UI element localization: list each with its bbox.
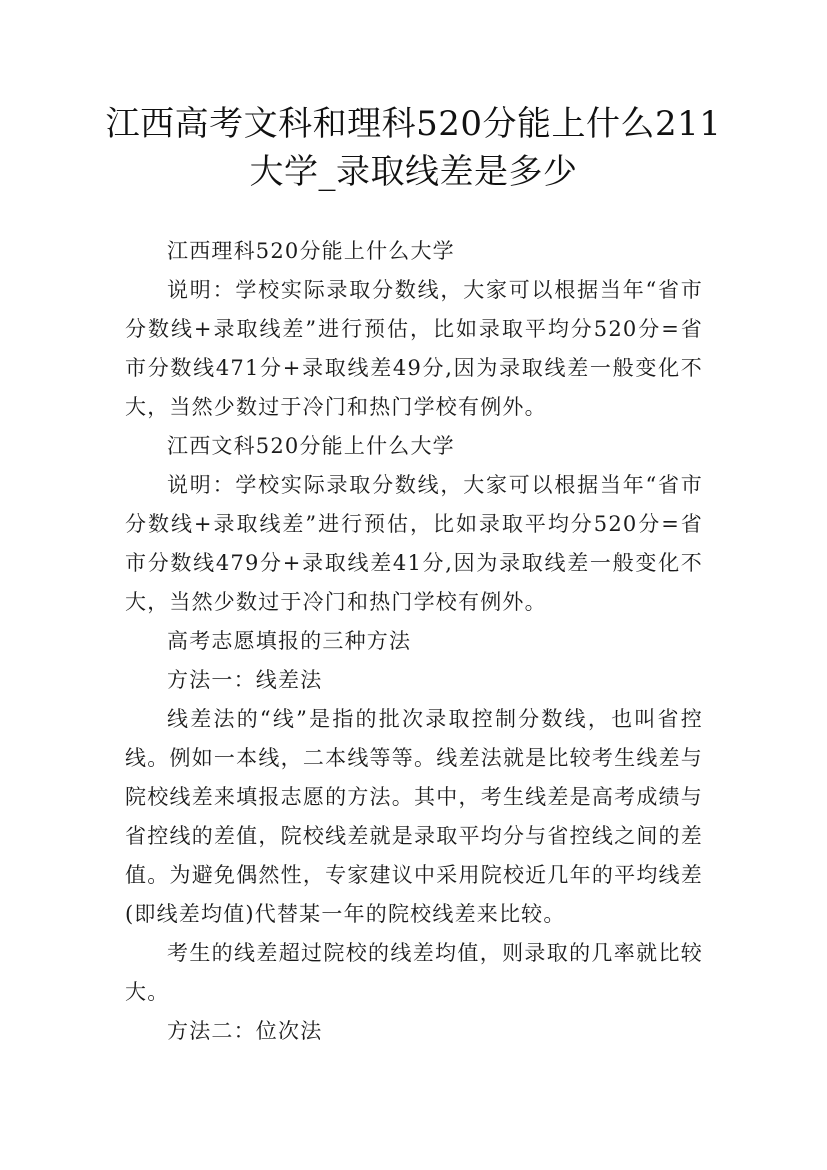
- heading-jiangxi-liberal-arts: 江西文科520分能上什么大学: [167, 434, 455, 458]
- heading-method-one: 方法一：线差法: [167, 668, 323, 692]
- heading-method-two: 方法二：位次法: [167, 1019, 323, 1043]
- document-title: 江西高考文科和理科520分能上什么211大学_录取线差是多少: [105, 104, 722, 192]
- paragraph-liberal-arts-explanation: 说明：学校实际录取分数线，大家可以根据当年“省市分数线+录取线差”进行预估，比如录取平均分520分=省市分数线479分+录取线差41分,因为录取线差一般变化不大，当然少数过于冷门和热门学校有例外。: [125, 473, 703, 614]
- document-body: [125, 232, 703, 1051]
- heading-three-methods: 高考志愿填报的三种方法: [167, 629, 412, 653]
- paragraph-science-explanation: 说明：学校实际录取分数线，大家可以根据当年“省市分数线+录取线差”进行预估，比如录取平均分520分=省市分数线471分+录取线差49分,因为录取线差一般变化不大，当然少数过于冷门和热门学校有例外。: [125, 278, 703, 419]
- heading-jiangxi-science: 江西理科520分能上什么大学: [167, 239, 455, 263]
- paragraph-method-one-conclusion: 考生的线差超过院校的线差均值，则录取的几率就比较大。: [125, 941, 703, 1004]
- paragraph-method-one-description: 线差法的“线”是指的批次录取控制分数线，也叫省控线。例如一本线，二本线等等。线差法就是比较考生线差与院校线差来填报志愿的方法。其中，考生线差是高考成绩与省控线的差值，院校线差就是录取平均分与省控线之间的差值。为避免偶然性，专家建议中采用院校近几年的平均线差(即线差均值)代替某一年的院校线差来比较。: [125, 707, 703, 926]
